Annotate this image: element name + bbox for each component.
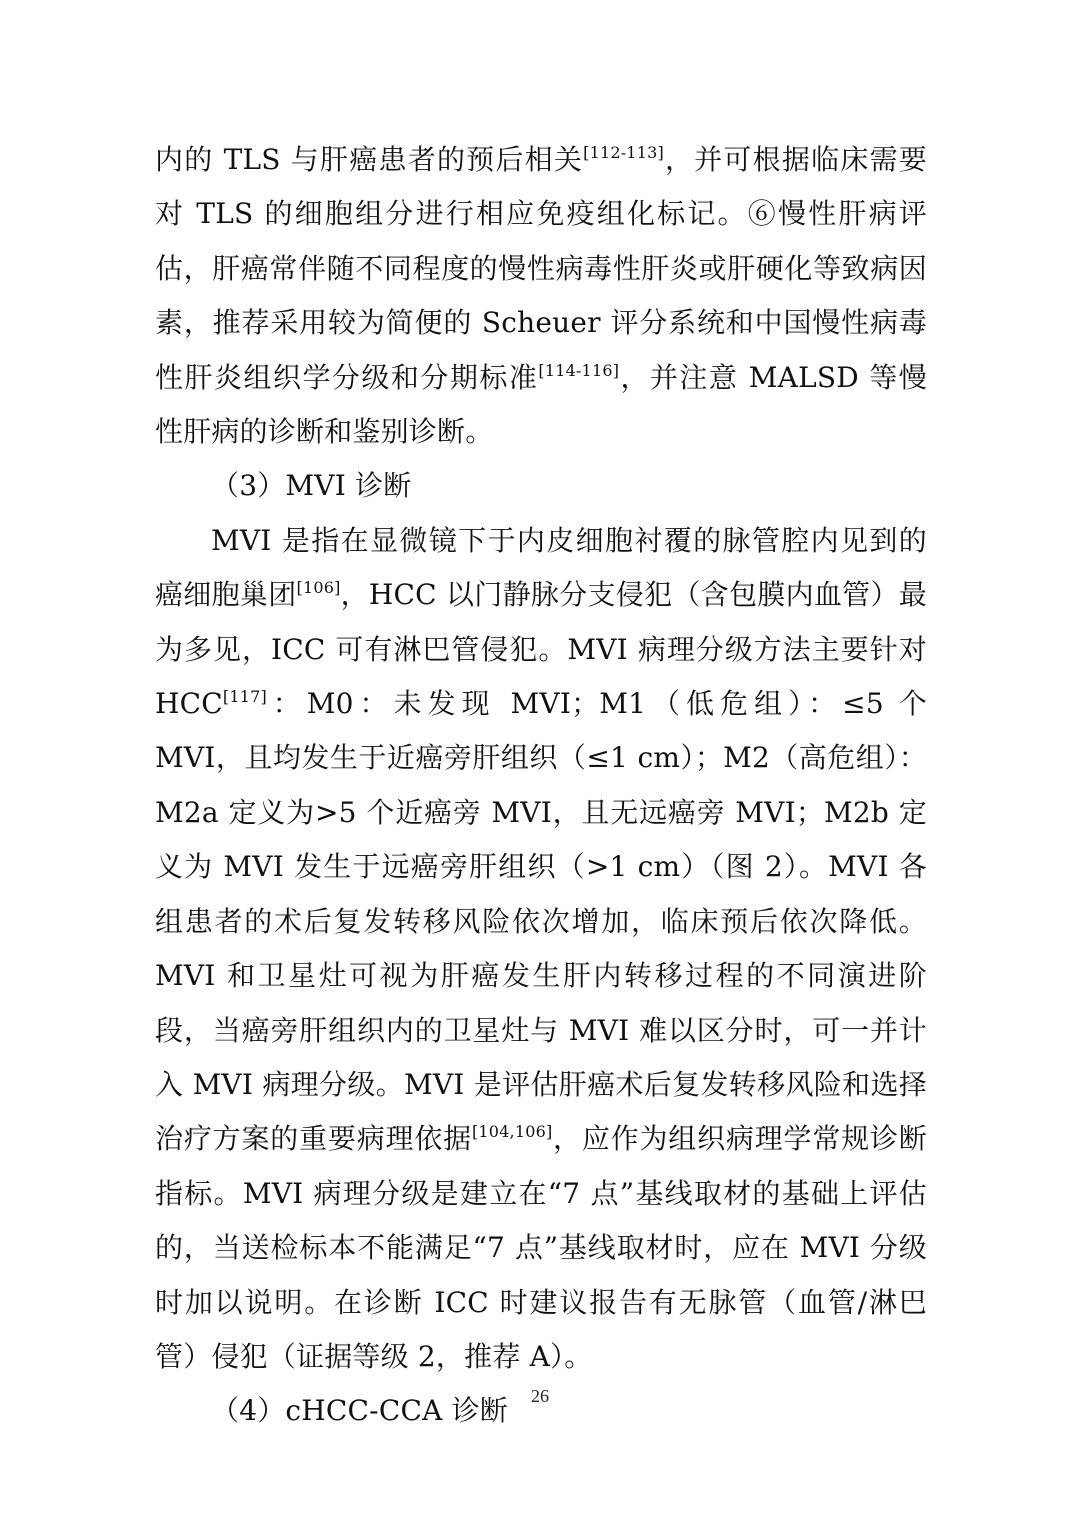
text-run: ，应作为组织病理学常规诊断指标。MVI 病理分级是建立在“7 点”基线取材的基础上评估的，当送检标本不能满足“7 点”基线取材时，应在 MVI 分级时加以说明。在诊断 ICC 时建议报告有无脉管（血管/淋巴管）侵犯（证据等级 2，推荐 A）。: [155, 1122, 928, 1373]
text-run: 内的 TLS 与肝癌患者的预后相关: [155, 143, 584, 176]
paragraph-tls-continued: [155, 133, 927, 459]
text-run: ，并注意 MALSD 等慢性肝病的诊断和鉴别诊断。: [155, 360, 927, 449]
text-run: ，并可根据临床需要对 TLS 的细胞组分进行相应免疫组化标记。⑥慢性肝病评估，肝癌常伴随不同程度的慢性病毒性肝炎或肝硬化等致病因素，推荐采用较为简便的 Scheuer 评分系统和中国慢性病毒性肝炎组织学分级和分期标准: [155, 143, 928, 394]
paragraph-mvi: [155, 514, 927, 1385]
section-heading-chcc-cca: （4）cHCC-CCA 诊断: [211, 1394, 508, 1428]
text-run: MVI 是指在显微镜下于内皮细胞衬覆的脉管腔内见到的癌细胞巢团: [155, 523, 927, 612]
page-number: 26: [531, 1386, 549, 1406]
text-run: ：M0：未发现 MVI；M1（低危组）：≤5 个 MVI，且均发生于近癌旁肝组织（≤1 cm）；M2（高危组）：M2a 定义为>5 个近癌旁 MVI，且无远癌旁 MVI；M2b 定义为 MVI 发生于远癌旁肝组织（>1 cm）（图 2）。MVI 各组患者的术后复发转移风险依次增加，临床预后依次降低。MVI 和卫星灶可视为肝癌发生肝内转移过程的不同演进阶段，当癌旁肝组织内的卫星灶与 MVI 难以区分时，可一并计入 MVI 病理分级。MVI 是评估肝癌术后复发转移风险和选择治疗方案的重要病理依据: [155, 687, 927, 1156]
citation-superscript: [104,106]: [471, 1122, 553, 1142]
citation-superscript: [106]: [296, 578, 341, 598]
section-heading-mvi: （3）MVI 诊断: [211, 469, 412, 503]
body-text: [155, 133, 927, 1439]
citation-superscript: [117]: [222, 687, 267, 707]
citation-superscript: [112-113]: [583, 143, 664, 162]
text-run: ，HCC 以门静脉分支侵犯（含包膜内血管）最为多见，ICC 可有淋巴管侵犯。MVI 病理分级方法主要针对 HCC: [155, 578, 927, 721]
citation-superscript: [114-116]: [538, 360, 620, 380]
